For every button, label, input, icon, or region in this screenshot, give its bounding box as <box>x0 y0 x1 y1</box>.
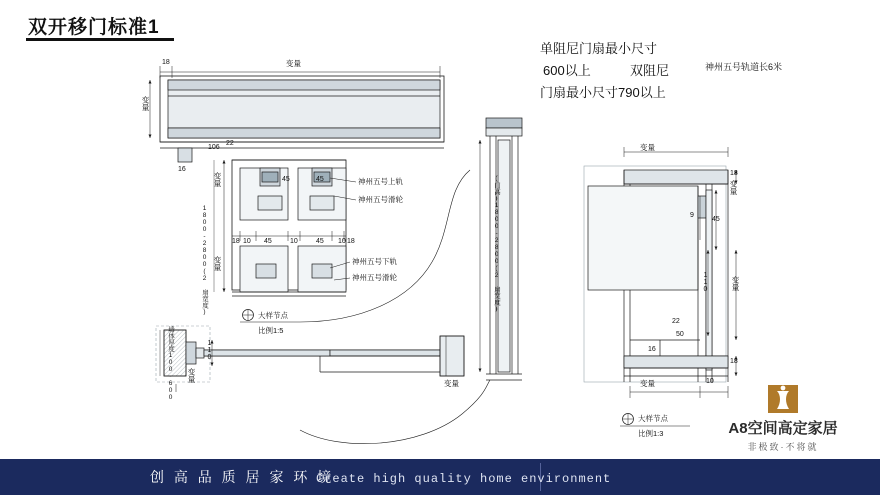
label-dim-16: 16 <box>178 166 186 173</box>
right-dim-9: 9 <box>690 212 694 219</box>
left-detail-scale: 比例1:5 <box>258 326 284 335</box>
label-plan-var-2: 变量 <box>444 379 459 388</box>
label-plan-var-1: 变量 <box>187 368 196 383</box>
note-track-length: 神州五号轨道长6米 <box>705 62 783 72</box>
right-dim-16: 16 <box>648 346 656 353</box>
label-left-dim-var: 变量 <box>141 96 150 111</box>
label-top-dim-18: 18 <box>162 59 170 66</box>
right-dim-10: 10 <box>706 378 714 385</box>
label-dim-10-mid: 10 <box>290 238 298 245</box>
callout-top-wheel: 神州五号滑轮 <box>358 195 403 204</box>
right-dim-18-top: 18 <box>730 170 738 177</box>
label-dim-110-plan: 110 <box>206 340 213 361</box>
label-dim-10-a: 10 <box>243 238 251 245</box>
right-var-bottom-side: 变量 <box>731 276 740 291</box>
page-title: 双开移门标准1 <box>28 17 160 38</box>
label-dim-18-b: 18 <box>347 238 355 245</box>
right-dim-50: 50 <box>676 331 684 338</box>
label-vertical-range: 1800-2800(2 扇宽度) <box>201 205 208 316</box>
label-wall-thickness: 墙体厚度100-600 <box>167 326 174 401</box>
note-damper-line2b: 双阻尼 <box>630 63 670 78</box>
label-dim-45-b: 45 <box>316 176 324 183</box>
label-dim-45-mid-b: 45 <box>316 238 324 245</box>
note-damper-line3: 门扇最小尺寸790以上 <box>540 85 666 100</box>
left-detail-title: 大样节点 <box>258 311 288 320</box>
center-vertical-range: (门高)1800-2800(2 扇宽度) <box>493 175 500 313</box>
label-dim-22: 22 <box>226 140 234 147</box>
note-damper-line1: 单阻尼门扇最小尺寸 <box>540 41 658 56</box>
right-dim-110: 110 <box>702 272 709 293</box>
right-bottom-var: 变量 <box>640 379 655 388</box>
right-dim-22: 22 <box>672 318 680 325</box>
footer-text-cn: 创 高 品 质 居 家 环 境 <box>150 469 335 485</box>
label-vertical-var-2: 变量 <box>213 256 222 271</box>
label-dim-45-a: 45 <box>282 176 290 183</box>
label-vertical-var-1: 变量 <box>213 172 222 187</box>
label-dim-106: 106 <box>208 144 220 151</box>
right-dim-45: 45 <box>712 216 720 223</box>
right-detail-scale: 比例1:3 <box>638 429 664 438</box>
label-dim-45-mid-a: 45 <box>264 238 272 245</box>
note-damper-line2: 600以上 <box>543 63 591 78</box>
label-dim-18-a: 18 <box>232 238 240 245</box>
callout-bottom-rail: 神州五号下轨 <box>352 257 397 266</box>
footer-text-en: Create high quality home environment <box>316 472 612 486</box>
callout-top-rail: 神州五号上轨 <box>358 177 403 186</box>
right-top-var: 变量 <box>640 143 655 152</box>
right-detail-title: 大样节点 <box>638 414 668 423</box>
label-dim-10-b: 10 <box>338 238 346 245</box>
brand-mark-icon <box>708 383 858 417</box>
right-var-side: 变量 <box>729 180 738 195</box>
right-dim-18-bottom: 18 <box>730 358 738 365</box>
callout-bottom-wheel: 神州五号滑轮 <box>352 273 397 282</box>
label-top-dim-var: 变量 <box>286 59 301 68</box>
brand-slogan: 非极致·不将就 <box>747 442 819 452</box>
brand-logo <box>708 383 858 453</box>
brand-emblem-icon <box>708 383 858 417</box>
brand-name: A8空间高定家居 <box>728 420 838 437</box>
